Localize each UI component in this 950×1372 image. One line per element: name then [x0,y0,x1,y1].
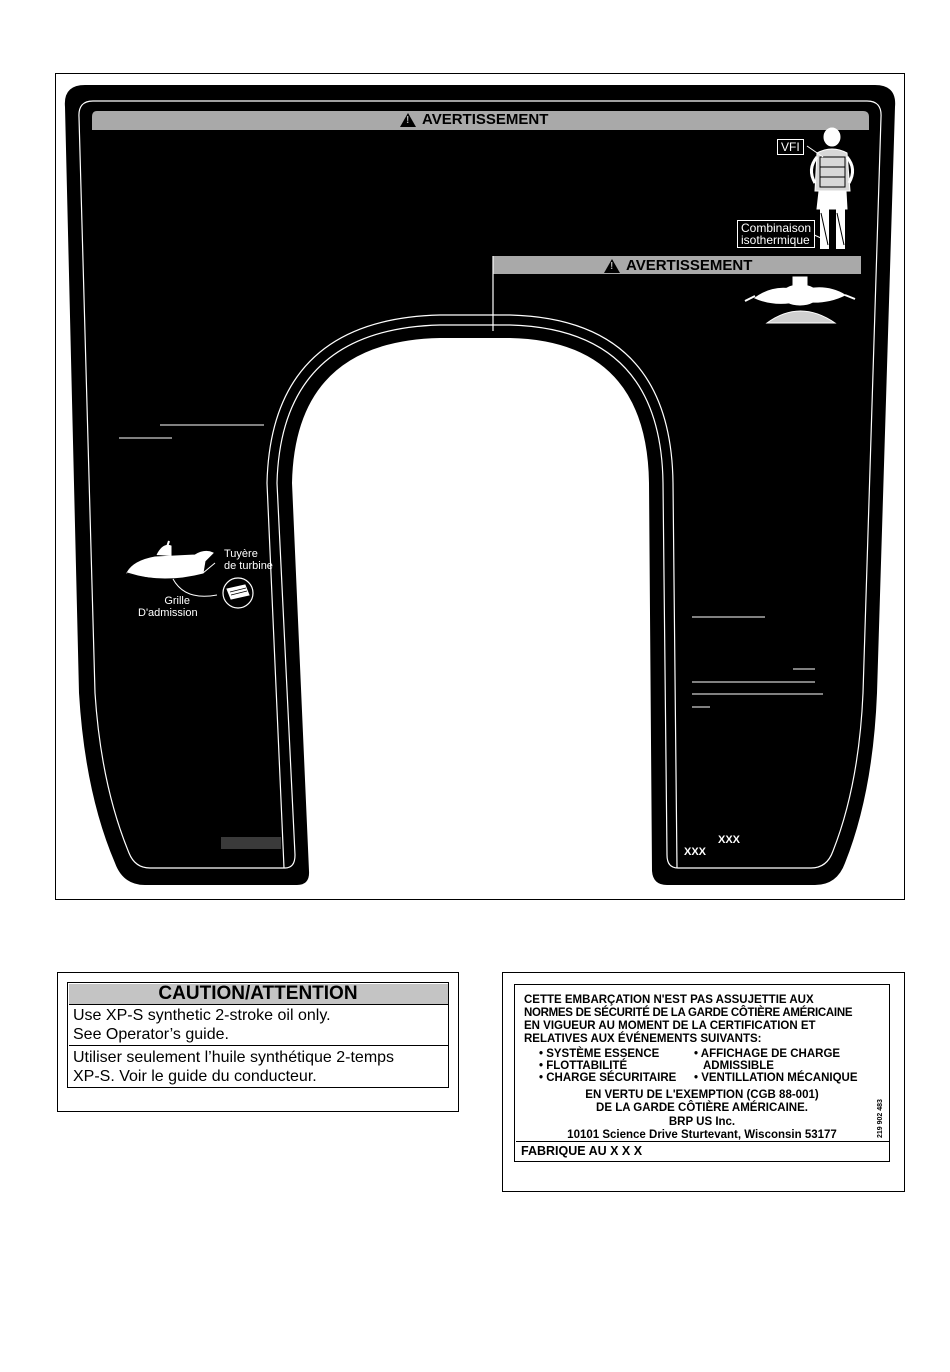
caution-en-line2: See Operator’s guide. [73,1026,229,1043]
caution-en-line1: Use XP-S synthetic 2-stroke oil only. [73,1007,331,1024]
decal-outer-shape [65,85,895,885]
warning-right-label: AVERTISSEMENT [626,257,753,274]
callout-vfi: VFI [777,139,804,155]
cg-item-right-2: ADMISSIBLE [703,1060,774,1072]
cg-item-left-2: • FLOTTABILITÉ [539,1060,628,1072]
cg-exemption-line1: EN VERTU DE L'EXEMPTION (CGB 88-001) [585,1089,819,1101]
warning-header-right [604,257,752,274]
code-right: XXX [718,834,741,846]
cg-part-number: 219 902 483 [877,1099,884,1138]
cg-company: BRP US Inc. [668,1116,736,1128]
cg-divider [516,1141,889,1142]
cg-line4: RELATIVES AUX ÉVÉNEMENTS SUIVANTS: [524,1033,762,1045]
callout-grate-line2: D'admission [138,607,198,619]
warning-triangle-icon [604,259,620,273]
warning-header-top [400,111,548,128]
callout-nozzle-line1: Tuyère [224,548,258,560]
caution-divider [69,1045,448,1046]
cg-exemption-line2: DE LA GARDE CÔTIÈRE AMÉRICAINE. [596,1102,808,1114]
callout-nozzle [224,548,273,572]
cg-line2: NORMES DE SÉCURITÉ DE LA GARDE CÔTIÈRE AMÉRICAINE [524,1007,853,1019]
cg-item-left-3: • CHARGE SÉCURITAIRE [539,1072,677,1084]
cg-address: 10101 Science Drive Sturtevant, Wisconsin 53177 [567,1129,837,1141]
callout-wetsuit-line1: Combinaison [741,221,812,235]
cg-item-left-1: • SYSTÈME ESSENCE [539,1048,660,1060]
warning-top-label: AVERTISSEMENT [422,111,549,128]
grey-patch [221,837,281,849]
cg-line1: CETTE EMBARÇATION N'EST PAS ASSUJETTIE AUX [524,994,814,1006]
cg-item-right-3: • VENTILLATION MÉCANIQUE [694,1072,858,1084]
warning-triangle-icon [400,113,416,127]
callout-wetsuit [737,220,815,248]
caution-fr-line2: XP-S. Voir le guide du conducteur. [73,1068,317,1085]
callout-nozzle-line2: de turbine [224,560,273,572]
hood-decal-graphic [55,73,905,900]
cg-fabrique: FABRIQUE AU X X X [521,1144,643,1158]
callout-grate [138,595,198,619]
caution-fr-line1: Utiliser seulement l’huile synthétique 2-temps [73,1049,395,1066]
cg-line3: EN VIGUEUR AU MOMENT DE LA CERTIFICATION ET [524,1020,816,1032]
cg-item-right-1: • AFFICHAGE DE CHARGE [694,1048,841,1060]
code-left: XXX [684,846,707,858]
callout-wetsuit-line2: isothermique [741,233,810,247]
callout-grate-line1: Grille [164,595,190,607]
caution-header: CAUTION/ATTENTION [69,984,448,1005]
